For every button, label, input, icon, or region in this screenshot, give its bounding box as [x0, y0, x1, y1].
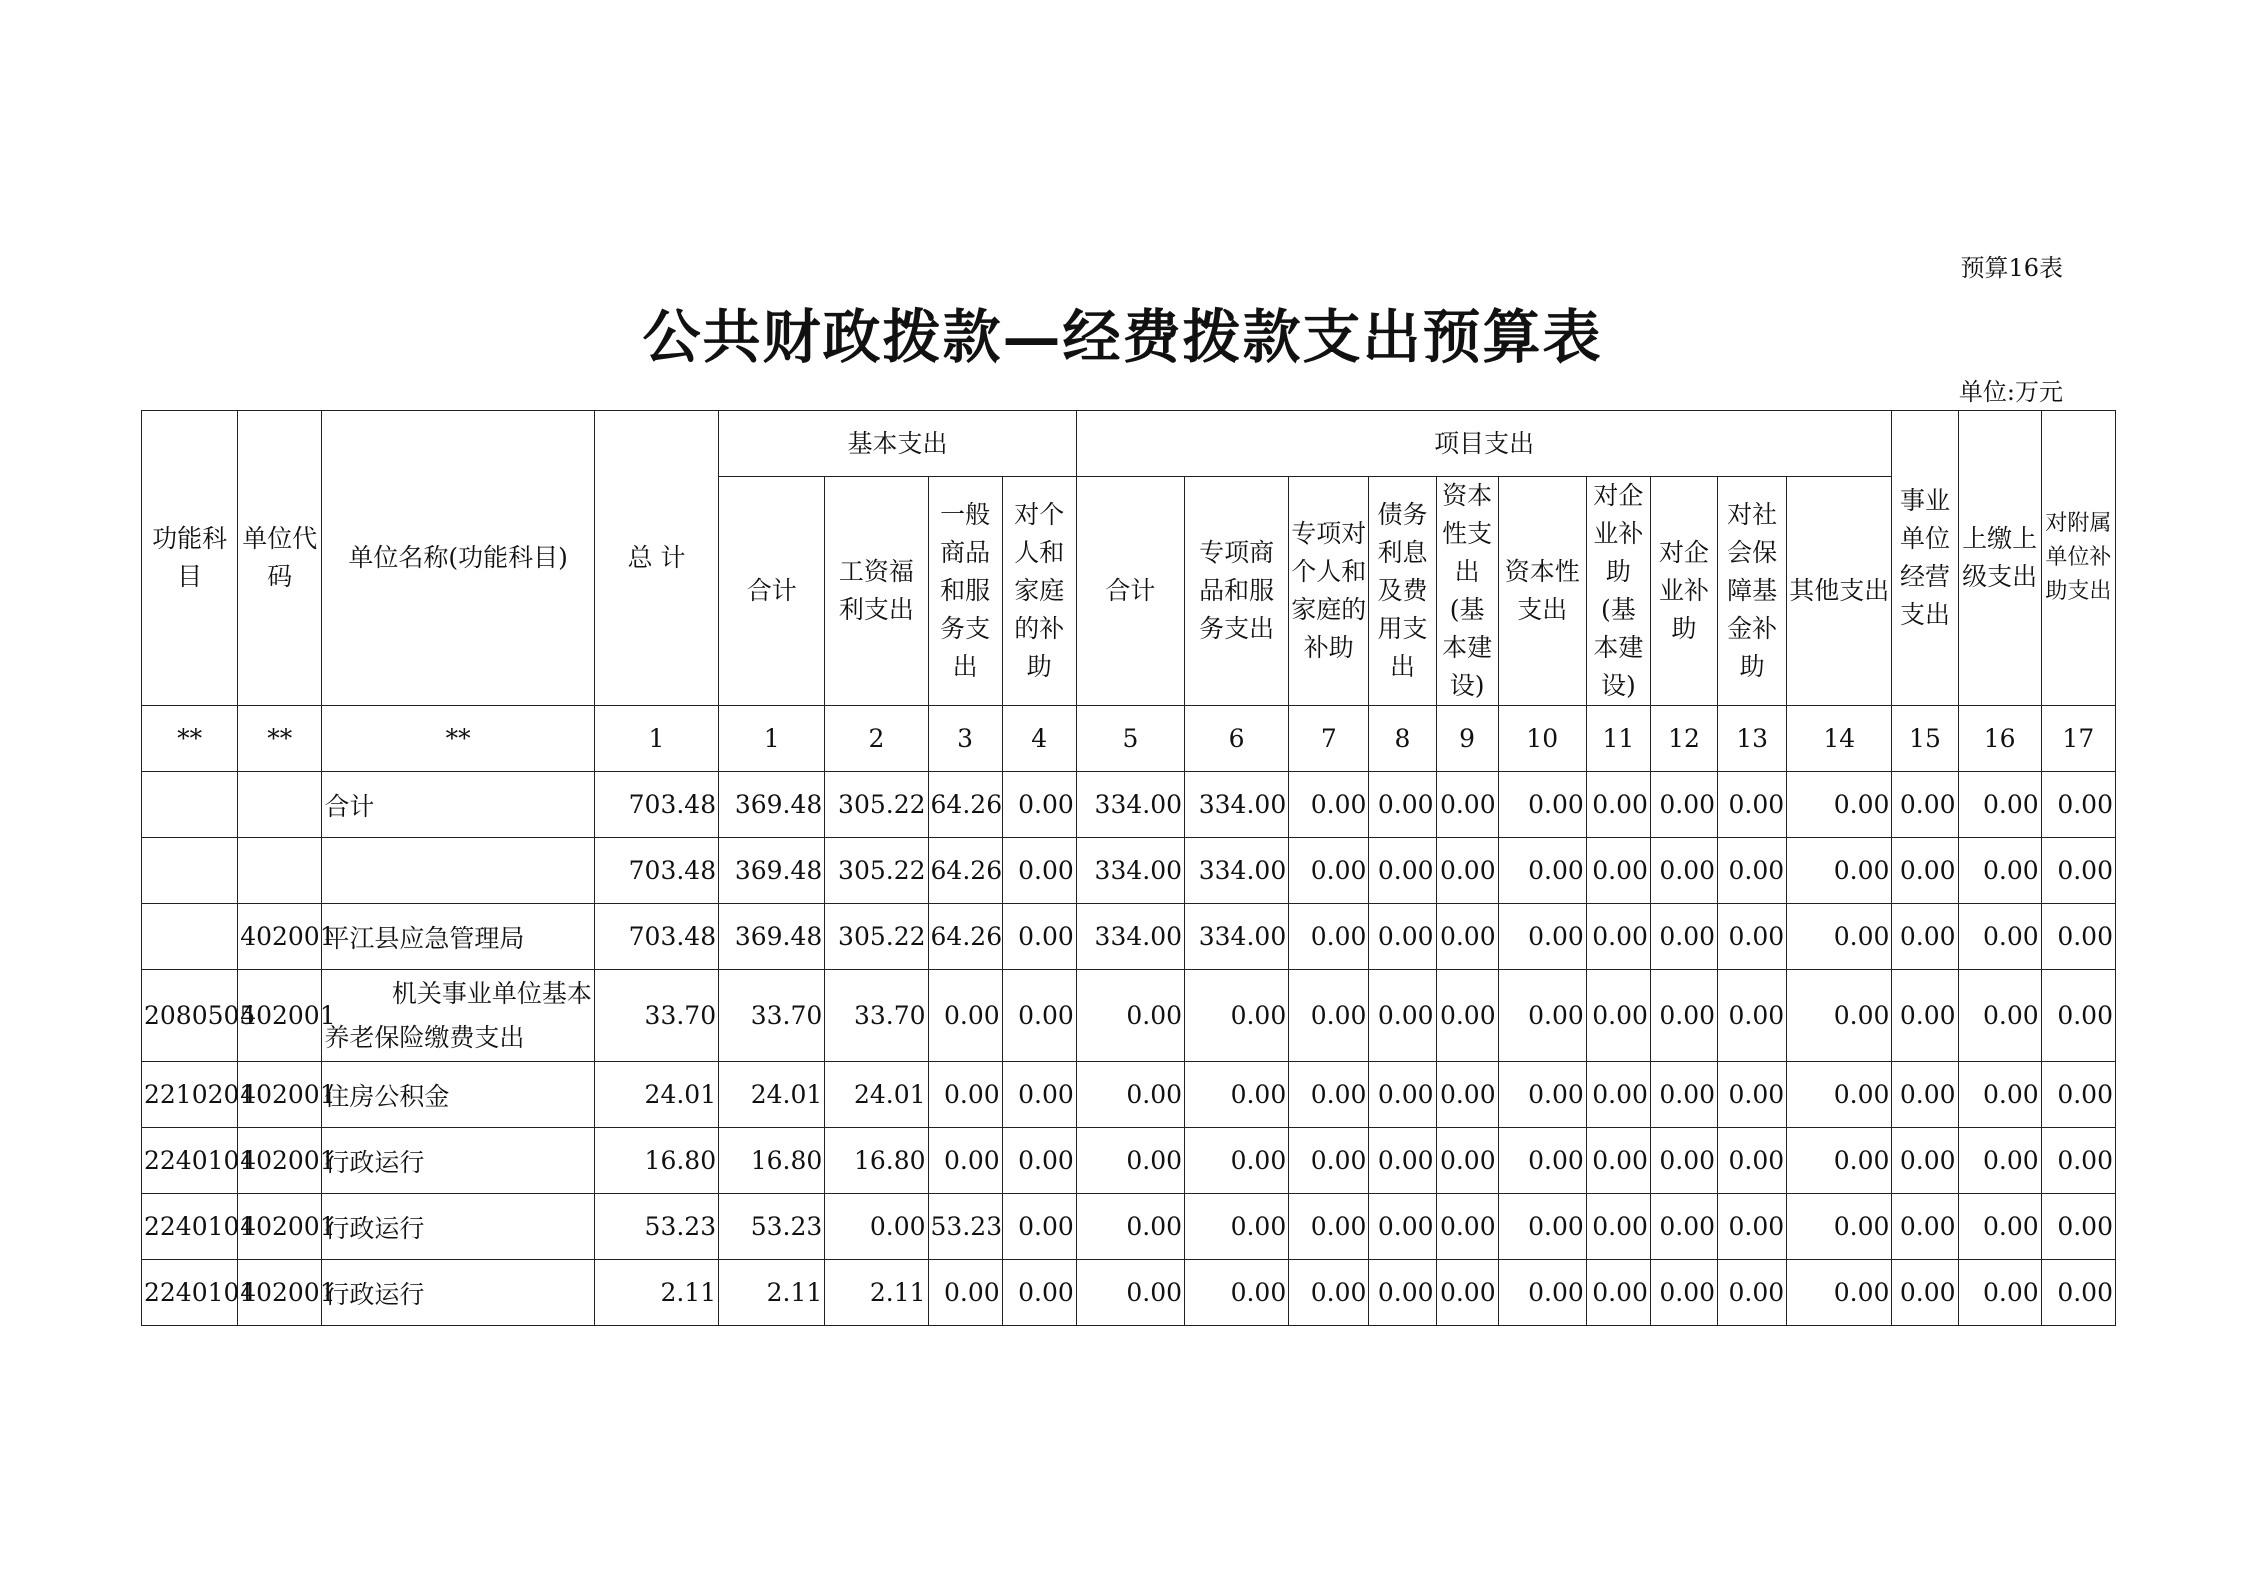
amount-cell: 0.00: [1498, 1194, 1586, 1260]
amount-cell: 0.00: [1289, 1260, 1369, 1326]
amount-cell: 0.00: [1498, 1128, 1586, 1194]
amount-cell: 0.00: [1892, 772, 1958, 838]
index-cell: 5: [1076, 706, 1184, 772]
unit-code-cell: 402001: [238, 970, 322, 1062]
index-cell: **: [238, 706, 322, 772]
amount-cell: 0.00: [1002, 1260, 1076, 1326]
amount-cell: 2.11: [825, 1260, 928, 1326]
index-cell: **: [322, 706, 595, 772]
amount-cell: 0.00: [928, 1260, 1002, 1326]
func-code-cell: 2240101: [142, 1128, 238, 1194]
amount-cell: 53.23: [719, 1194, 825, 1260]
amount-cell: 0.00: [1498, 772, 1586, 838]
amount-cell: 0.00: [1892, 1194, 1958, 1260]
unit-name-cell: [322, 838, 595, 904]
header-capital: 资本性支出: [1498, 477, 1586, 706]
amount-cell: 369.48: [719, 838, 825, 904]
amount-cell: 334.00: [1076, 904, 1184, 970]
unit-name-cell: [322, 970, 595, 1062]
amount-cell: 33.70: [719, 970, 825, 1062]
amount-cell: 16.80: [594, 1128, 718, 1194]
amount-cell: 0.00: [1718, 838, 1787, 904]
amount-cell: 0.00: [1892, 970, 1958, 1062]
index-cell: 12: [1650, 706, 1717, 772]
amount-cell: 0.00: [1650, 1128, 1717, 1194]
func-code-cell: 2080505: [142, 970, 238, 1062]
amount-cell: 0.00: [1002, 772, 1076, 838]
func-code-cell: 2240101: [142, 1260, 238, 1326]
index-cell: 1: [719, 706, 825, 772]
index-cell: 16: [1958, 706, 2041, 772]
unit-label: 单位:万元: [1958, 378, 2063, 406]
budget-table: [141, 410, 2116, 1326]
header-unit-code: 单位代码: [238, 411, 322, 706]
amount-cell: 0.00: [2041, 1260, 2115, 1326]
amount-cell: 64.26: [928, 772, 1002, 838]
header-func-code: 功能科目: [142, 411, 238, 706]
amount-cell: 0.00: [1892, 838, 1958, 904]
amount-cell: 0.00: [1718, 970, 1787, 1062]
table-row: [142, 838, 2116, 904]
header-project-group: 项目支出: [1076, 411, 1892, 477]
index-cell: 4: [1002, 706, 1076, 772]
amount-cell: 0.00: [1650, 904, 1717, 970]
header-special-individual: 专项对个人和家庭的补助: [1289, 477, 1369, 706]
amount-cell: 0.00: [1650, 1062, 1717, 1128]
amount-cell: 0.00: [1958, 1062, 2041, 1128]
amount-cell: 0.00: [1076, 970, 1184, 1062]
amount-cell: 0.00: [1498, 904, 1586, 970]
amount-cell: 0.00: [1436, 772, 1498, 838]
amount-cell: 0.00: [1076, 1260, 1184, 1326]
header-enterprise: 对企业补助: [1650, 477, 1717, 706]
unit-code-cell: 402001: [238, 1260, 322, 1326]
amount-cell: 334.00: [1076, 772, 1184, 838]
index-cell: **: [142, 706, 238, 772]
amount-cell: 334.00: [1185, 772, 1289, 838]
index-cell: 1: [594, 706, 718, 772]
page-title: 公共财政拨款—经费拨款支出预算表: [642, 303, 1603, 371]
table-row: [142, 970, 2116, 1062]
index-cell: 6: [1185, 706, 1289, 772]
amount-cell: 0.00: [1586, 1128, 1650, 1194]
amount-cell: 0.00: [1787, 772, 1892, 838]
table-row: [142, 904, 2116, 970]
unit-name-cell: 行政运行: [322, 1194, 595, 1260]
amount-cell: 334.00: [1185, 904, 1289, 970]
amount-cell: 0.00: [1958, 970, 2041, 1062]
amount-cell: 64.26: [928, 904, 1002, 970]
index-cell: 13: [1718, 706, 1787, 772]
amount-cell: 53.23: [594, 1194, 718, 1260]
header-debt: 债务利息及费用支出: [1369, 477, 1436, 706]
func-code-cell: [142, 772, 238, 838]
header-social: 对社会保障基金补助: [1718, 477, 1787, 706]
header-enterprise-basic: 对企业补助(基本建设): [1586, 477, 1650, 706]
amount-cell: 0.00: [1369, 1128, 1436, 1194]
amount-cell: 0.00: [1002, 904, 1076, 970]
amount-cell: 0.00: [1586, 904, 1650, 970]
amount-cell: 0.00: [1787, 1128, 1892, 1194]
amount-cell: 0.00: [1787, 1260, 1892, 1326]
amount-cell: 0.00: [1958, 1194, 2041, 1260]
amount-cell: 0.00: [1436, 904, 1498, 970]
unit-code-cell: 402001: [238, 904, 322, 970]
amount-cell: 0.00: [1002, 1194, 1076, 1260]
amount-cell: 0.00: [1289, 772, 1369, 838]
unit-code-cell: [238, 838, 322, 904]
amount-cell: 0.00: [1498, 1260, 1586, 1326]
index-cell: 3: [928, 706, 1002, 772]
unit-name-cell: 住房公积金: [322, 1062, 595, 1128]
amount-cell: 0.00: [1650, 1260, 1717, 1326]
func-code-cell: [142, 904, 238, 970]
unit-name-cell: 行政运行: [322, 1260, 595, 1326]
amount-cell: 0.00: [1002, 838, 1076, 904]
amount-cell: 0.00: [1892, 904, 1958, 970]
table-header: [142, 411, 2116, 706]
amount-cell: 0.00: [1002, 1062, 1076, 1128]
amount-cell: 0.00: [928, 1062, 1002, 1128]
amount-cell: 0.00: [1787, 1194, 1892, 1260]
amount-cell: 703.48: [594, 904, 718, 970]
amount-cell: 0.00: [928, 1128, 1002, 1194]
amount-cell: 0.00: [928, 970, 1002, 1062]
amount-cell: 0.00: [1787, 838, 1892, 904]
header-salary: 工资福利支出: [825, 477, 928, 706]
amount-cell: 0.00: [1718, 772, 1787, 838]
table-row: [142, 772, 2116, 838]
unit-name-cell: 平江县应急管理局: [322, 904, 595, 970]
amount-cell: 305.22: [825, 838, 928, 904]
table-body: [142, 772, 2116, 1326]
table-number-note: 预算16表: [1960, 254, 2063, 282]
amount-cell: 0.00: [1498, 970, 1586, 1062]
amount-cell: 0.00: [1498, 1062, 1586, 1128]
amount-cell: 24.01: [825, 1062, 928, 1128]
amount-cell: 0.00: [1958, 772, 2041, 838]
amount-cell: 0.00: [1436, 838, 1498, 904]
amount-cell: 0.00: [1586, 970, 1650, 1062]
func-code-cell: 2240101: [142, 1194, 238, 1260]
amount-cell: 703.48: [594, 772, 718, 838]
amount-cell: 16.80: [719, 1128, 825, 1194]
amount-cell: 369.48: [719, 904, 825, 970]
amount-cell: 305.22: [825, 904, 928, 970]
amount-cell: 0.00: [1185, 1194, 1289, 1260]
unit-name-line: 养老保险缴费支出: [324, 1022, 525, 1052]
amount-cell: 33.70: [825, 970, 928, 1062]
header-total: 总 计: [594, 411, 718, 706]
amount-cell: 0.00: [1369, 1062, 1436, 1128]
index-cell: 8: [1369, 706, 1436, 772]
amount-cell: 0.00: [1436, 1194, 1498, 1260]
unit-name-cell: 行政运行: [322, 1128, 595, 1194]
amount-cell: 0.00: [1718, 1194, 1787, 1260]
amount-cell: 0.00: [1650, 1194, 1717, 1260]
amount-cell: 16.80: [825, 1128, 928, 1194]
amount-cell: 0.00: [1892, 1128, 1958, 1194]
amount-cell: 0.00: [825, 1194, 928, 1260]
index-cell: 11: [1586, 706, 1650, 772]
amount-cell: 0.00: [1892, 1260, 1958, 1326]
table-row: [142, 1062, 2116, 1128]
amount-cell: 0.00: [2041, 970, 2115, 1062]
index-cell: 2: [825, 706, 928, 772]
amount-cell: 0.00: [1586, 772, 1650, 838]
amount-cell: 0.00: [1002, 970, 1076, 1062]
amount-cell: 0.00: [2041, 838, 2115, 904]
amount-cell: 0.00: [1958, 1128, 2041, 1194]
amount-cell: 305.22: [825, 772, 928, 838]
amount-cell: 0.00: [1787, 1062, 1892, 1128]
header-unit-name: 单位名称(功能科目): [322, 411, 595, 706]
amount-cell: 0.00: [1002, 1128, 1076, 1194]
amount-cell: 334.00: [1185, 838, 1289, 904]
amount-cell: 0.00: [2041, 904, 2115, 970]
header-project-total: 合计: [1076, 477, 1184, 706]
amount-cell: 0.00: [1185, 1128, 1289, 1194]
amount-cell: 0.00: [1586, 838, 1650, 904]
func-code-cell: [142, 838, 238, 904]
amount-cell: 334.00: [1076, 838, 1184, 904]
amount-cell: 0.00: [1586, 1194, 1650, 1260]
amount-cell: 0.00: [2041, 1194, 2115, 1260]
amount-cell: 0.00: [1185, 1062, 1289, 1128]
header-other: 其他支出: [1787, 477, 1892, 706]
amount-cell: 0.00: [1185, 1260, 1289, 1326]
amount-cell: 0.00: [1076, 1128, 1184, 1194]
amount-cell: 0.00: [2041, 772, 2115, 838]
unit-name-cell: 合计: [322, 772, 595, 838]
header-basic-total: 合计: [719, 477, 825, 706]
header-capital-basic: 资本性支出(基本建设): [1436, 477, 1498, 706]
amount-cell: 0.00: [1436, 970, 1498, 1062]
amount-cell: 0.00: [1787, 970, 1892, 1062]
amount-cell: 2.11: [594, 1260, 718, 1326]
amount-cell: 0.00: [1436, 1128, 1498, 1194]
amount-cell: 0.00: [1289, 1194, 1369, 1260]
amount-cell: 0.00: [2041, 1062, 2115, 1128]
unit-name-line: 机关事业单位基本: [391, 978, 592, 1008]
amount-cell: 0.00: [1650, 838, 1717, 904]
amount-cell: 0.00: [1958, 838, 2041, 904]
index-row: [142, 706, 2116, 772]
amount-cell: 0.00: [1958, 904, 2041, 970]
table-row: [142, 1194, 2116, 1260]
amount-cell: 0.00: [1498, 838, 1586, 904]
index-cell: 10: [1498, 706, 1586, 772]
header-affiliated: 对附属单位补助支出: [2041, 411, 2115, 706]
amount-cell: 0.00: [1076, 1194, 1184, 1260]
amount-cell: 369.48: [719, 772, 825, 838]
amount-cell: 2.11: [719, 1260, 825, 1326]
amount-cell: 703.48: [594, 838, 718, 904]
index-cell: 9: [1436, 706, 1498, 772]
amount-cell: 0.00: [1369, 838, 1436, 904]
unit-code-cell: [238, 772, 322, 838]
amount-cell: 0.00: [1650, 970, 1717, 1062]
amount-cell: 33.70: [594, 970, 718, 1062]
amount-cell: 0.00: [1586, 1062, 1650, 1128]
index-cell: 17: [2041, 706, 2115, 772]
amount-cell: 0.00: [1289, 1128, 1369, 1194]
unit-code-cell: 402001: [238, 1062, 322, 1128]
unit-code-cell: 402001: [238, 1194, 322, 1260]
amount-cell: 0.00: [1436, 1062, 1498, 1128]
amount-cell: 0.00: [1369, 1260, 1436, 1326]
amount-cell: 0.00: [1892, 1062, 1958, 1128]
index-cell: 15: [1892, 706, 1958, 772]
amount-cell: 0.00: [1076, 1062, 1184, 1128]
amount-cell: 0.00: [1289, 838, 1369, 904]
amount-cell: 0.00: [1718, 1062, 1787, 1128]
amount-cell: 0.00: [1958, 1260, 2041, 1326]
amount-cell: 64.26: [928, 838, 1002, 904]
amount-cell: 0.00: [2041, 1128, 2115, 1194]
amount-cell: 0.00: [1718, 904, 1787, 970]
amount-cell: 0.00: [1369, 970, 1436, 1062]
amount-cell: 0.00: [1650, 772, 1717, 838]
amount-cell: 0.00: [1787, 904, 1892, 970]
amount-cell: 24.01: [719, 1062, 825, 1128]
amount-cell: 0.00: [1718, 1260, 1787, 1326]
func-code-cell: 2210201: [142, 1062, 238, 1128]
header-basic-group: 基本支出: [719, 411, 1077, 477]
header-goods: 一般商品和服务支出: [928, 477, 1002, 706]
header-business: 事业单位经营支出: [1892, 411, 1958, 706]
amount-cell: 53.23: [928, 1194, 1002, 1260]
header-special-goods: 专项商品和服务支出: [1185, 477, 1289, 706]
amount-cell: 0.00: [1369, 772, 1436, 838]
table-row: [142, 1260, 2116, 1326]
amount-cell: 0.00: [1436, 1260, 1498, 1326]
amount-cell: 0.00: [1369, 1194, 1436, 1260]
index-cell: 7: [1289, 706, 1369, 772]
header-individual: 对个人和家庭的补助: [1002, 477, 1076, 706]
amount-cell: 24.01: [594, 1062, 718, 1128]
amount-cell: 0.00: [1289, 970, 1369, 1062]
index-cell: 14: [1787, 706, 1892, 772]
amount-cell: 0.00: [1185, 970, 1289, 1062]
amount-cell: 0.00: [1718, 1128, 1787, 1194]
index-row-group: [142, 706, 2116, 772]
amount-cell: 0.00: [1369, 904, 1436, 970]
amount-cell: 0.00: [1289, 904, 1369, 970]
header-upper: 上缴上级支出: [1958, 411, 2041, 706]
amount-cell: 0.00: [1586, 1260, 1650, 1326]
amount-cell: 0.00: [1289, 1062, 1369, 1128]
unit-code-cell: 402001: [238, 1128, 322, 1194]
table-row: [142, 1128, 2116, 1194]
